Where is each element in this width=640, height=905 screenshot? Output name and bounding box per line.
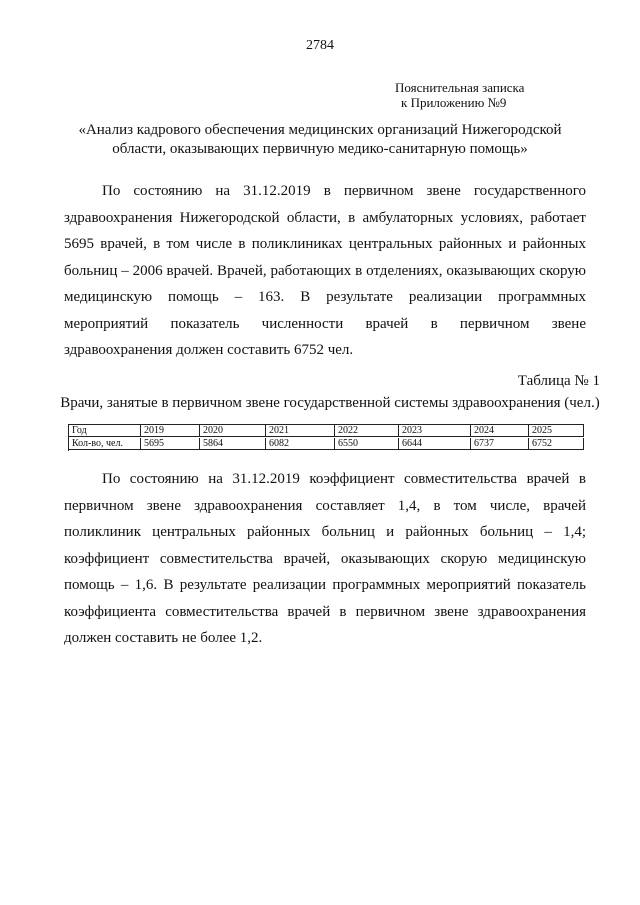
- table-cell: 6737: [471, 438, 529, 450]
- table-cell: 6644: [399, 438, 471, 450]
- table-caption: Врачи, занятые в первичном звене государственной системы здравоохранения (чел.): [60, 395, 600, 411]
- table-cell: 2024: [471, 425, 529, 437]
- table-cell: 6082: [266, 438, 335, 450]
- table-cell: 6752: [529, 438, 584, 450]
- page-number: 2784: [306, 38, 334, 53]
- table-cell: 5864: [200, 438, 266, 450]
- table-cell: 2025: [529, 425, 584, 437]
- explanatory-note-header: [395, 80, 524, 110]
- title-line-2: области, оказывающих первичную медико-санитарную помощь»: [112, 141, 528, 157]
- note-line-2: к Приложению №9: [401, 95, 507, 110]
- table-cell: 2020: [200, 425, 266, 437]
- table-row-years: [69, 425, 584, 438]
- note-line-1: Пояснительная записка: [395, 80, 525, 95]
- table-cell: 2022: [335, 425, 399, 437]
- table-cell: 5695: [141, 438, 200, 450]
- table-cell: 2023: [399, 425, 471, 437]
- paragraph-combination-coefficient: По состоянию на 31.12.2019 коэффициент совместительства врачей в первичном звене здравоохранения составляет 1,4, в том числе, врачей поликлиник центральных районных больниц и районных больниц – 1,4; коэффициент совместительства врачей, оказывающих скорую медицинскую помощь – 1,6. В результате реализации программных мероприятий показатель коэффициента совместительства врачей в первичном звене здравоохранения должен составить не более 1,2.: [64, 471, 586, 646]
- title-line-1: «Анализ кадрового обеспечения медицинских организаций Нижегородской: [78, 122, 562, 138]
- table-cell: Год: [69, 425, 141, 437]
- table-cell: 2021: [266, 425, 335, 437]
- table-cell: 6550: [335, 438, 399, 450]
- table-number: Таблица № 1: [517, 373, 600, 389]
- table-cell: 2019: [141, 425, 200, 437]
- paragraph-doctors-count: По состоянию на 31.12.2019 в первичном звене государственного здравоохранения Нижегородской области, в амбулаторных условиях, работает 5695 врачей, в том числе в поликлиниках центральных районных и районных больниц – 2006 врачей. Врачей, работающих в отделениях, оказывающих скорую медицинскую помощь – 163. В результате реализации программных мероприятий показатель численности врачей в первичном звене здравоохранения должен составить 6752 чел.: [64, 183, 586, 358]
- table-cell: Кол-во, чел.: [69, 438, 141, 450]
- table-row-counts: [69, 438, 584, 451]
- doctors-table: [68, 424, 584, 451]
- document-title: [60, 121, 580, 159]
